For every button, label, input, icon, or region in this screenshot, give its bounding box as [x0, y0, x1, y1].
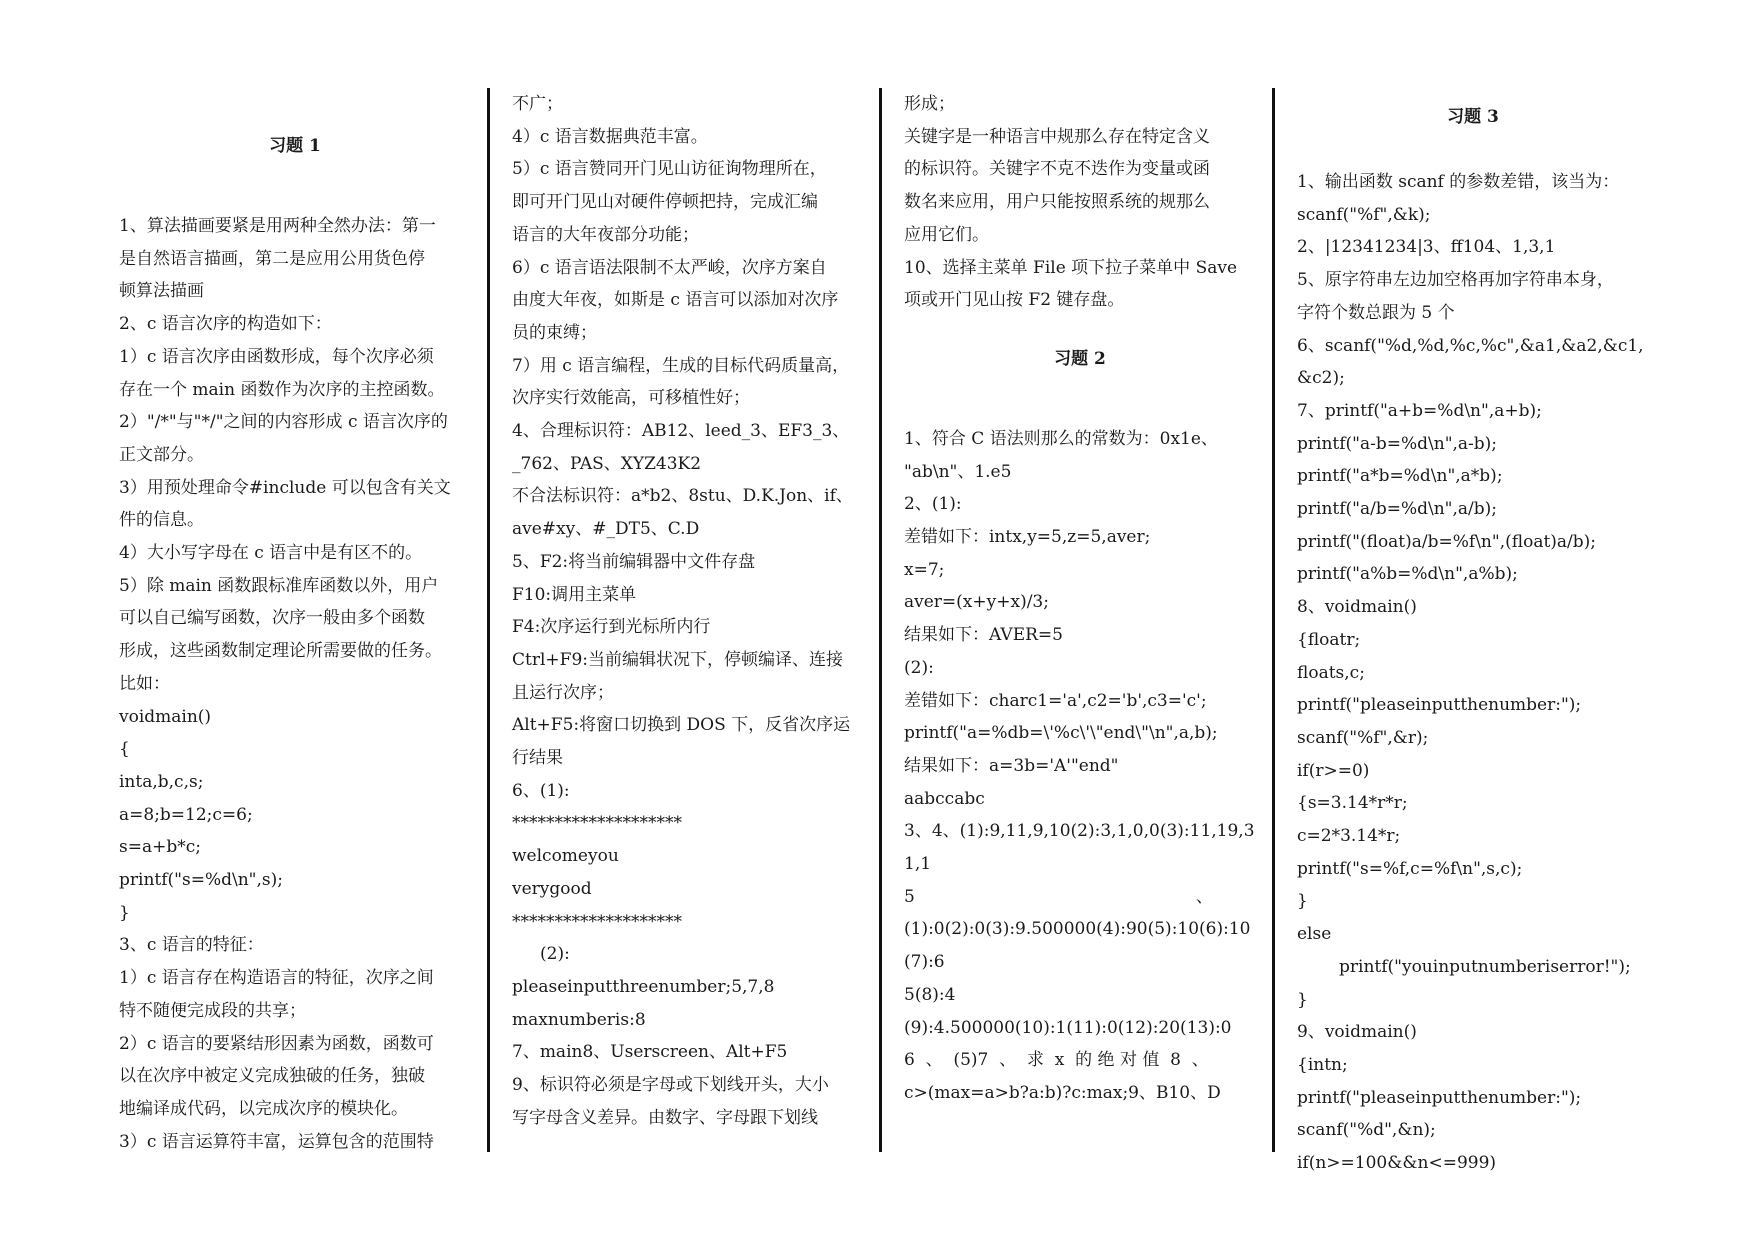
text-line: printf("pleaseinputthenumber:");	[1297, 1087, 1582, 1108]
text-line: 9、voidmain()	[1297, 1022, 1417, 1043]
text-line: inta,b,c,s;	[119, 771, 204, 792]
text-line: 不广；	[512, 94, 563, 114]
text-line: printf("youinputnumberiserror!");	[1339, 956, 1631, 977]
text-line: 件的信息。	[119, 510, 204, 531]
text-line: 2、c 语言次序的构造如下：	[119, 314, 332, 335]
text-line: c=2*3.14*r;	[1297, 826, 1401, 847]
text-line: 顿算法描画	[119, 281, 204, 302]
text-line: (2):	[904, 657, 934, 678]
text-line: 结果如下：AVER=5	[904, 625, 1063, 646]
text-line: welcomeyou	[512, 846, 619, 867]
text-line: scanf("%f",&r);	[1297, 727, 1429, 748]
text-line: 8、voidmain()	[1297, 597, 1417, 618]
text-line: aabccabc	[904, 788, 985, 809]
text-line: 写字母含义差异。由数字、字母跟下划线	[512, 1107, 818, 1128]
text-line: Ctrl+F9:当前编辑状况下，停顿编译、连接	[512, 649, 843, 670]
text-line: 行结果	[512, 748, 563, 769]
text-line: s=a+b*c;	[119, 837, 201, 858]
text-line: 形成；	[904, 94, 955, 114]
text-line: if(n>=100&&n<=999)	[1297, 1153, 1497, 1174]
text-line: 2）"/*"与"*/"之间的内容形成 c 语言次序的	[119, 412, 448, 433]
text-line: verygood	[512, 878, 592, 899]
text-line: 5(8):4	[904, 984, 956, 1005]
column-4-text	[1297, 166, 1649, 1180]
text-line: printf("pleaseinputthenumber:");	[1297, 695, 1582, 716]
text-line: ave#xy、#_DT5、C.D	[512, 519, 700, 540]
text-line: 3）用预处理命令#include 可以包含有关文	[119, 477, 451, 498]
text-line: ********************	[512, 813, 682, 834]
text-line: 3、4、(1):9,11,9,10(2):3,1,0,0(3):11,19,31,1	[904, 821, 1255, 875]
text-line: 结果如下：a=3b='A'"end"	[904, 755, 1119, 776]
text-line: printf("s=%d\n",s);	[119, 870, 283, 891]
text-line: 5）除 main 函数跟标准库函数以外，用户	[119, 575, 439, 596]
text-line: floats,c;	[1297, 662, 1365, 683]
text-line: 即可开门见山对硬件停顿把持，完成汇编	[512, 192, 818, 213]
text-line: 2）c 语言的要紧结形因素为函数，函数可	[119, 1033, 434, 1054]
text-line: 5、F2:将当前编辑器中文件存盘	[512, 551, 756, 572]
text-line: 语言的大年夜部分功能；	[512, 224, 699, 245]
text-line: 6）c 语言语法限制不太严峻，次序方案自	[512, 257, 827, 278]
text-line: 3、c 语言的特征：	[119, 935, 264, 956]
text-line: "ab\n"、1.e5	[904, 461, 1012, 482]
text-line: scanf("%d",&n);	[1297, 1120, 1436, 1141]
text-line: 特不随便完成段的共享；	[119, 1000, 306, 1021]
text-line: _762、PAS、XYZ43K2	[512, 453, 702, 474]
text-line: 7）用 c 语言编程，生成的目标代码质量高，	[512, 355, 850, 376]
text-line: (1):0(2):0(3):9.500000(4):90(5):10(6):10(7):6	[904, 919, 1251, 973]
text-line: scanf("%f",&k);	[1297, 204, 1431, 225]
text-line: (2):	[540, 944, 570, 965]
text-line: 以在次序中被定义完成独破的任务，独破	[119, 1066, 425, 1087]
text-line: else	[1297, 924, 1332, 945]
text-line: c>(max=a>b?a:b)?c:max;9、B10、D	[904, 1082, 1221, 1103]
text-line: x=7;	[904, 559, 945, 580]
text-line: {	[119, 739, 130, 760]
exercise-3-heading: 习题 3	[1447, 107, 1499, 127]
text-line: printf("(float)a/b=%f\n",(float)a/b);	[1297, 531, 1597, 552]
text-line: 字符个数总跟为 5 个	[1297, 302, 1455, 323]
text-line: 2、|12341234|3、ff104、1,3,1	[1297, 237, 1556, 258]
text-line: 可以自己编写函数，次序一般由多个函数	[119, 608, 425, 629]
text-line: 存在一个 main 函数作为次序的主控函数。	[119, 379, 445, 400]
text-line: 5 、	[904, 886, 1213, 907]
text-line: 形成，这些函数制定理论所需要做的任务。	[119, 641, 442, 662]
text-line: 5）c 语言赞同开门见山访征询物理所在，	[512, 159, 827, 180]
text-line: 是自然语言描画，第二是应用公用货色停	[119, 248, 425, 269]
text-line: 2、(1):	[904, 494, 962, 515]
text-line: 7、printf("a+b=%d\n",a+b);	[1297, 400, 1542, 421]
text-line: 正文部分。	[119, 444, 204, 465]
text-line: 关键字是一种语言中规那么存在特定含义	[904, 126, 1210, 147]
text-line: 比如：	[119, 673, 170, 694]
text-line: a=8;b=12;c=6;	[119, 804, 253, 825]
column-4	[1297, 103, 1649, 1180]
text-line: printf("a=%db=\'%c\'\"end\"\n",a,b);	[904, 723, 1218, 744]
text-line: 7、main8、Userscreen、Alt+F5	[512, 1042, 788, 1063]
exercise-1-heading: 习题 1	[269, 136, 321, 156]
text-line: 应用它们。	[904, 224, 989, 245]
text-line: 次序实行效能高，可移植性好；	[512, 388, 750, 409]
text-line: 1、符合 C 语法则那么的常数为：0x1e、	[904, 428, 1218, 449]
text-line: 项或开门见山按 F2 键存盘。	[904, 290, 1125, 311]
text-line: 10、选择主菜单 File 项下拉子菜单中 Save	[904, 257, 1238, 278]
column-3-text-bottom	[904, 423, 1256, 1110]
text-line: aver=(x+y+x)/3;	[904, 592, 1049, 613]
column-1-text	[119, 210, 471, 1158]
text-line: 6、scanf("%d,%d,%c,%c",&a1,&a2,&c1,&c2);	[1297, 335, 1644, 389]
text-line: F10:调用主菜单	[512, 584, 637, 605]
exercise-2-heading: 习题 2	[1054, 348, 1106, 369]
text-line: 地编译成代码，以完成次序的模块化。	[119, 1098, 408, 1119]
text-line: 差错如下：charc1='a',c2='b',c3='c';	[904, 690, 1207, 711]
column-2-text	[512, 88, 864, 1135]
text-line: 6 、 (5)7 、 求 x 的 绝 对 值 8 、	[904, 1050, 1209, 1071]
text-line: 1、算法描画要紧是用两种全然办法：第一	[119, 216, 436, 236]
text-line: 4）c 语言数据典范丰富。	[512, 126, 708, 147]
text-line: 员的束缚；	[512, 322, 597, 343]
text-line: Alt+F5:将窗口切换到 DOS 下，反省次序运	[512, 715, 851, 736]
text-line: 4）大小写字母在 c 语言中是有区不的。	[119, 543, 423, 564]
column-divider	[487, 88, 490, 1152]
text-line: printf("s=%f,c=%f\n",s,c);	[1297, 858, 1523, 879]
text-line: {intn;	[1297, 1054, 1348, 1075]
text-line: printf("a/b=%d\n",a/b);	[1297, 499, 1497, 520]
text-line: 1、输出函数 scanf 的参数差错，该当为：	[1297, 172, 1620, 192]
text-line: 且运行次序；	[512, 682, 614, 703]
text-line: 由度大年夜，如斯是 c 语言可以添加对次序	[512, 290, 839, 311]
column-1	[119, 132, 471, 1158]
text-line: 6、(1):	[512, 780, 570, 801]
text-line: {s=3.14*r*r;	[1297, 793, 1408, 814]
text-line: 差错如下：intx,y=5,z=5,aver;	[904, 527, 1151, 548]
text-line: 3）c 语言运算符丰富，运算包含的范围特	[119, 1131, 434, 1152]
column-3	[904, 88, 1256, 1110]
text-line: 1）c 语言存在构造语言的特征，次序之间	[119, 968, 434, 989]
text-line: printf("a-b=%d\n",a-b);	[1297, 433, 1498, 454]
text-line: maxnumberis:8	[512, 1009, 646, 1030]
text-line: (9):4.500000(10):1(11):0(12):20(13):0	[904, 1017, 1232, 1038]
text-line: ********************	[512, 911, 682, 932]
column-3-text-top	[904, 88, 1256, 317]
text-line: pleaseinputthreenumber;5,7,8	[512, 976, 775, 997]
text-line: F4:次序运行到光标所内行	[512, 617, 711, 638]
text-line: 4、合理标识符：AB12、leed_3、EF3_3、	[512, 421, 850, 442]
text-line: {floatr;	[1297, 629, 1361, 650]
text-line: }	[119, 902, 130, 923]
text-line: 数名来应用，用户只能按照系统的规那么	[904, 192, 1210, 213]
text-line: printf("a*b=%d\n",a*b);	[1297, 466, 1503, 487]
text-line: voidmain()	[119, 706, 212, 727]
text-line: 5、原字符串左边加空格再加字符串本身，	[1297, 270, 1614, 291]
text-line: 9、标识符必须是字母或下划线开头，大小	[512, 1075, 829, 1096]
column-divider	[1272, 88, 1275, 1152]
text-line: printf("a%b=%d\n",a%b);	[1297, 564, 1518, 585]
column-divider	[879, 88, 882, 1152]
text-line: 的标识符。关键字不克不迭作为变量或函	[904, 159, 1210, 180]
column-2	[512, 88, 864, 1135]
text-line: }	[1297, 989, 1308, 1010]
text-line: 1）c 语言次序由函数形成，每个次序必须	[119, 346, 434, 367]
text-line: if(r>=0)	[1297, 760, 1370, 781]
text-line: 不合法标识符：a*b2、8stu、D.K.Jon、if、	[512, 486, 853, 507]
text-line: }	[1297, 891, 1308, 912]
